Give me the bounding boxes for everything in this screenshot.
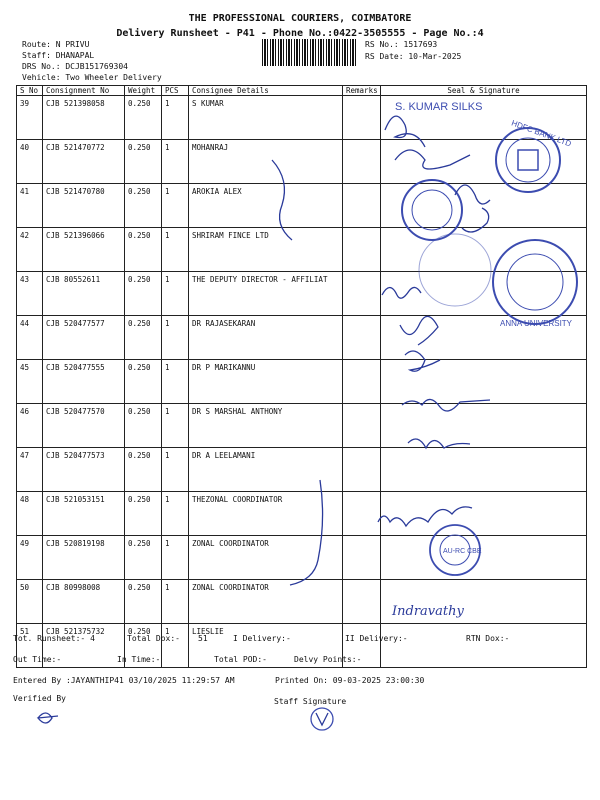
signature-row-48 xyxy=(290,480,323,585)
cell-pcs: 1 xyxy=(162,96,189,140)
signature-row-40 xyxy=(395,150,470,169)
cell-consignment: CJB 520477577 xyxy=(43,316,125,360)
cell-pcs: 1 xyxy=(162,492,189,536)
cell-consignment: CJB 521396066 xyxy=(43,228,125,272)
tot-runsheet: Tot. Runsheet:- 4 xyxy=(13,634,95,643)
signature-row-49 xyxy=(378,507,472,526)
verified-by-label: Verified By xyxy=(13,694,66,703)
cell-consignment: CJB 521470780 xyxy=(43,184,125,228)
company-title: THE PROFESSIONAL COURIERS, COIMBATORE xyxy=(188,13,412,24)
rtn-dox: RTN Dox:- xyxy=(466,634,510,643)
cell-pcs: 1 xyxy=(162,140,189,184)
svg-text:AU-RC CBE: AU-RC CBE xyxy=(443,548,482,555)
cell-consignment: CJB 520477570 xyxy=(43,404,125,448)
cell-consignee: DR A LEELAMANI xyxy=(189,448,343,492)
signature-row-46 xyxy=(402,399,490,411)
signature-row-47 xyxy=(408,439,470,448)
cell-consignee: ZONAL COORDINATOR xyxy=(189,580,343,624)
rs-date: RS Date: 10-Mar-2025 xyxy=(365,52,462,61)
cell-consignment: CJB 521375732 xyxy=(43,624,125,668)
bank-seal-2-icon xyxy=(402,180,462,240)
signature-row-51: Indravathy xyxy=(392,604,464,619)
cell-consignee: S KUMAR xyxy=(189,96,343,140)
signature-row-39 xyxy=(385,116,425,147)
signature-row-44 xyxy=(400,316,438,345)
cell-consignee: THEZONAL COORDINATOR xyxy=(189,492,343,536)
cell-sno: 40 xyxy=(17,140,43,184)
col-seal-signature: Seal & Signature xyxy=(381,86,587,96)
cell-weight: 0.250 xyxy=(125,316,162,360)
signature-mark-41 xyxy=(272,160,292,240)
col-pcs: PCS xyxy=(162,86,189,96)
verified-signature xyxy=(38,713,58,723)
cell-sno: 46 xyxy=(17,404,43,448)
svg-text:ANNA UNIVERSITY: ANNA UNIVERSITY xyxy=(500,319,573,328)
cell-sno: 48 xyxy=(17,492,43,536)
cell-pcs: 1 xyxy=(162,536,189,580)
cell-consignee: ZONAL COORDINATOR xyxy=(189,536,343,580)
bank-seal-icon xyxy=(496,118,573,192)
cell-consignment: CJB 80552611 xyxy=(43,272,125,316)
col-consignee: Consignee Details xyxy=(189,86,343,96)
cell-pcs: 1 xyxy=(162,624,189,668)
cell-consignment: CJB 80998008 xyxy=(43,580,125,624)
cell-pcs: 1 xyxy=(162,228,189,272)
col-weight: Weight xyxy=(125,86,162,96)
drs-number: DRS No.: DCJB151769304 xyxy=(22,62,128,71)
cell-pcs: 1 xyxy=(162,404,189,448)
staff-signature-label: Staff Signature xyxy=(274,697,347,706)
total-pod: Total POD:- xyxy=(214,655,267,664)
ii-delivery: II Delivery:- xyxy=(345,634,408,643)
route-label: Route: N PRIVU xyxy=(22,40,90,49)
cell-weight: 0.250 xyxy=(125,624,162,668)
cell-sno: 42 xyxy=(17,228,43,272)
signature-row-43 xyxy=(382,287,421,298)
runsheet-subtitle: Delivery Runsheet - P41 - Phone No.:0422-3505555 - Page No.:4 xyxy=(116,28,484,39)
cell-weight: 0.250 xyxy=(125,580,162,624)
staff-signature-mark xyxy=(311,708,333,730)
cell-pcs: 1 xyxy=(162,580,189,624)
cell-weight: 0.250 xyxy=(125,536,162,580)
cell-weight: 0.250 xyxy=(125,228,162,272)
delvy-points: Delvy Points:- xyxy=(294,655,362,664)
cell-consignee: THE DEPUTY DIRECTOR - AFFILIAT xyxy=(189,272,343,316)
faded-seal-icon xyxy=(419,234,491,306)
cell-weight: 0.250 xyxy=(125,96,162,140)
i-delivery: I Delivery:- xyxy=(233,634,291,643)
cell-pcs: 1 xyxy=(162,184,189,228)
cell-sno: 47 xyxy=(17,448,43,492)
cell-sno: 39 xyxy=(17,96,43,140)
cell-consignment: CJB 520477555 xyxy=(43,360,125,404)
signature-row-42 xyxy=(462,208,489,232)
cell-weight: 0.250 xyxy=(125,140,162,184)
cell-sno: 45 xyxy=(17,360,43,404)
cell-weight: 0.250 xyxy=(125,184,162,228)
cell-sno: 44 xyxy=(17,316,43,360)
cell-consignment: CJB 521398058 xyxy=(43,96,125,140)
cell-consignment: CJB 521470772 xyxy=(43,140,125,184)
cell-pcs: 1 xyxy=(162,316,189,360)
aurc-seal-icon xyxy=(430,525,482,575)
cell-consignee: DR P MARIKANNU xyxy=(189,360,343,404)
cell-consignment: CJB 520819198 xyxy=(43,536,125,580)
cell-weight: 0.250 xyxy=(125,404,162,448)
cell-sno: 51 xyxy=(17,624,43,668)
cell-consignee: DR S MARSHAL ANTHONY xyxy=(189,404,343,448)
cell-sno: 43 xyxy=(17,272,43,316)
in-time: In Time:- xyxy=(117,655,161,664)
cell-sno: 41 xyxy=(17,184,43,228)
cell-consignment: CJB 520477573 xyxy=(43,448,125,492)
printed-on: Printed On: 09-03-2025 23:00:30 xyxy=(275,676,425,685)
cell-pcs: 1 xyxy=(162,272,189,316)
entered-by: Entered By :JAYANTHIP41 03/10/2025 11:29:57 AM xyxy=(13,676,235,685)
cell-consignment: CJB 521053151 xyxy=(43,492,125,536)
cell-consignee: SHRIRAM FINCE LTD xyxy=(189,228,343,272)
cell-pcs: 1 xyxy=(162,448,189,492)
cell-consignee: AROKIA ALEX xyxy=(189,184,343,228)
col-consignment: Consignment No xyxy=(43,86,125,96)
vehicle-label: Vehicle: Two Wheeler Delivery xyxy=(22,73,162,82)
cell-weight: 0.250 xyxy=(125,448,162,492)
cell-consignee: LIESLIE xyxy=(189,624,343,668)
rs-number: RS No.: 1517693 xyxy=(365,40,438,49)
cell-consignee: MOHANRAJ xyxy=(189,140,343,184)
stamp-kumar-silks: S. KUMAR SILKS xyxy=(395,101,483,113)
signature-row-45 xyxy=(405,351,440,371)
total-dox-value: 51 xyxy=(198,634,208,643)
out-time: Out Time:- xyxy=(13,655,62,664)
cell-sno: 50 xyxy=(17,580,43,624)
staff-label: Staff: DHANAPAL xyxy=(22,51,95,60)
col-remarks: Remarks xyxy=(343,86,381,96)
svg-text:HDFC BANK LTD: HDFC BANK LTD xyxy=(510,118,573,149)
cell-consignee: DR RAJASEKARAN xyxy=(189,316,343,360)
cell-pcs: 1 xyxy=(162,360,189,404)
cell-sno: 49 xyxy=(17,536,43,580)
university-seal-icon xyxy=(493,240,577,328)
cell-weight: 0.250 xyxy=(125,492,162,536)
cell-weight: 0.250 xyxy=(125,272,162,316)
cell-weight: 0.250 xyxy=(125,360,162,404)
total-dox-label: Total Dox:- xyxy=(127,634,180,643)
col-sno: S No xyxy=(17,86,43,96)
